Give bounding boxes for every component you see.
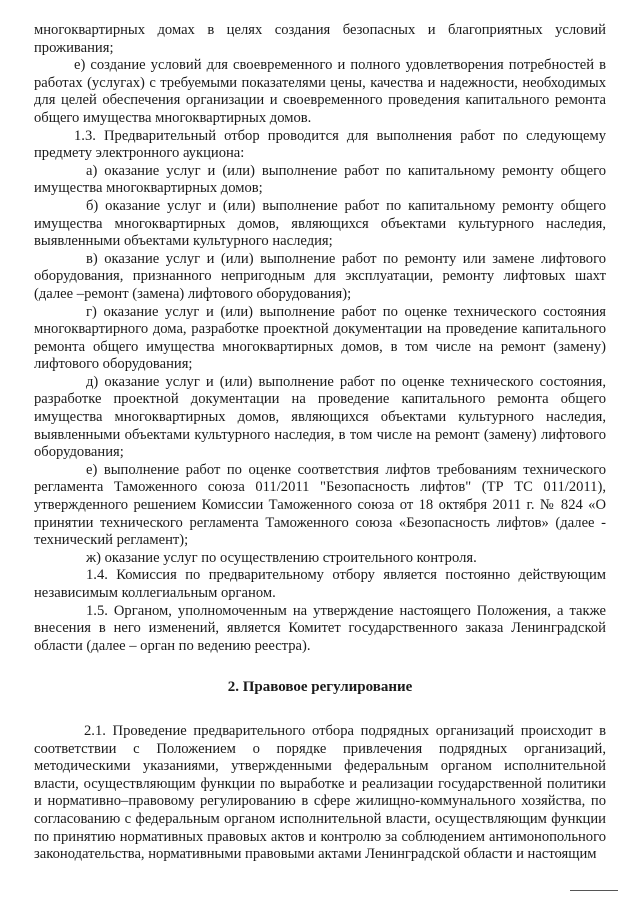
- paragraph-item-d: д) оказание услуг и (или) выполнение работ по оценке технического состояния, разработке проектной документации на проведение капитального ремонта общего имущества многоквартирных домов, являющихся объектами культурного наследия, выявленными объектами культурного наследия, в том числе на ремонт (замену) лифтового оборудования;: [34, 373, 606, 461]
- paragraph-1-3: 1.3. Предварительный отбор проводится для выполнения работ по следующему предмету электронного аукциона:: [34, 127, 606, 162]
- paragraph-item-zh: ж) оказание услуг по осуществлению строительного контроля.: [86, 549, 477, 566]
- paragraph-2-1: 2.1. Проведение предварительного отбора подрядных организаций происходит в соответствии с Положением о порядке привлечения подрядных организаций, методическими указаниями, утвержденными федеральным органом исполнительной власти, осуществляющим функции по выработке и реализации государственной политики и нормативно–правовому регулированию в сфере жилищно-коммунального хозяйства, по согласованию с федеральным органом исполнительной власти, осуществляющим функции по принятию нормативных правовых актов и контролю за соблюдением антимонопольного законодательства, нормативными правовыми актами Ленинградской области и настоящим: [34, 722, 606, 863]
- footer-rule: [570, 890, 618, 891]
- paragraph-item-a: а) оказание услуг и (или) выполнение работ по капитальному ремонту общего имущества многоквартирных домов;: [34, 162, 606, 197]
- paragraph-1-4: 1.4. Комиссия по предварительному отбору является постоянно действующим независимым коллегиальным органом.: [34, 567, 606, 601]
- paragraph-item-v: в) оказание услуг и (или) выполнение работ по ремонту или замене лифтового оборудования, признанного непригодным для эксплуатации, ремонту лифтовых шахт (далее –ремонт (замена) лифтового оборудования);: [34, 250, 606, 302]
- paragraph-item-g: г) оказание услуг и (или) выполнение работ по оценке технического состояния многоквартирного дома, разработке проектной документации на проведение капитального ремонта общего имущества многоквартирных домов, в том числе на ремонт (замену) лифтового оборудования;: [34, 303, 606, 373]
- paragraph-item-e2: е) выполнение работ по оценке соответствия лифтов требованиям технического регламента Таможенного союза 011/2011 "Безопасность лифтов" (ТР ТС 011/2011), утвержденного решением Комиссии Таможенного союза от 18 октября 2011 г. № 824 «О принятии технического регламента Таможенного союза «Безопасность лифтов» (далее - технический регламент);: [34, 461, 606, 549]
- paragraph-item-b: б) оказание услуг и (или) выполнение работ по капитальному ремонту общего имущества многоквартирных домов, являющихся объектами культурного наследия, выявленными объектами культурного наследия;: [34, 197, 606, 250]
- section-heading: 2. Правовое регулирование: [227, 679, 413, 696]
- paragraph-continuation: многоквартирных домах в целях создания безопасных и благоприятных условий проживания;: [34, 22, 606, 56]
- paragraph-1-5: 1.5. Органом, уполномоченным на утверждение настоящего Положения, а также внесения в него изменений, является Комитет государственного заказа Ленинградской области (далее – орган по ведению реестра).: [34, 602, 606, 654]
- paragraph-item-e: е) создание условий для своевременного и полного удовлетворения потребностей в работах (услугах) с требуемыми показателями цены, качества и надежности, необходимых для целей обеспечения организации и своевременного проведения капитального ремонта общего имущества многоквартирных домов.: [34, 57, 606, 126]
